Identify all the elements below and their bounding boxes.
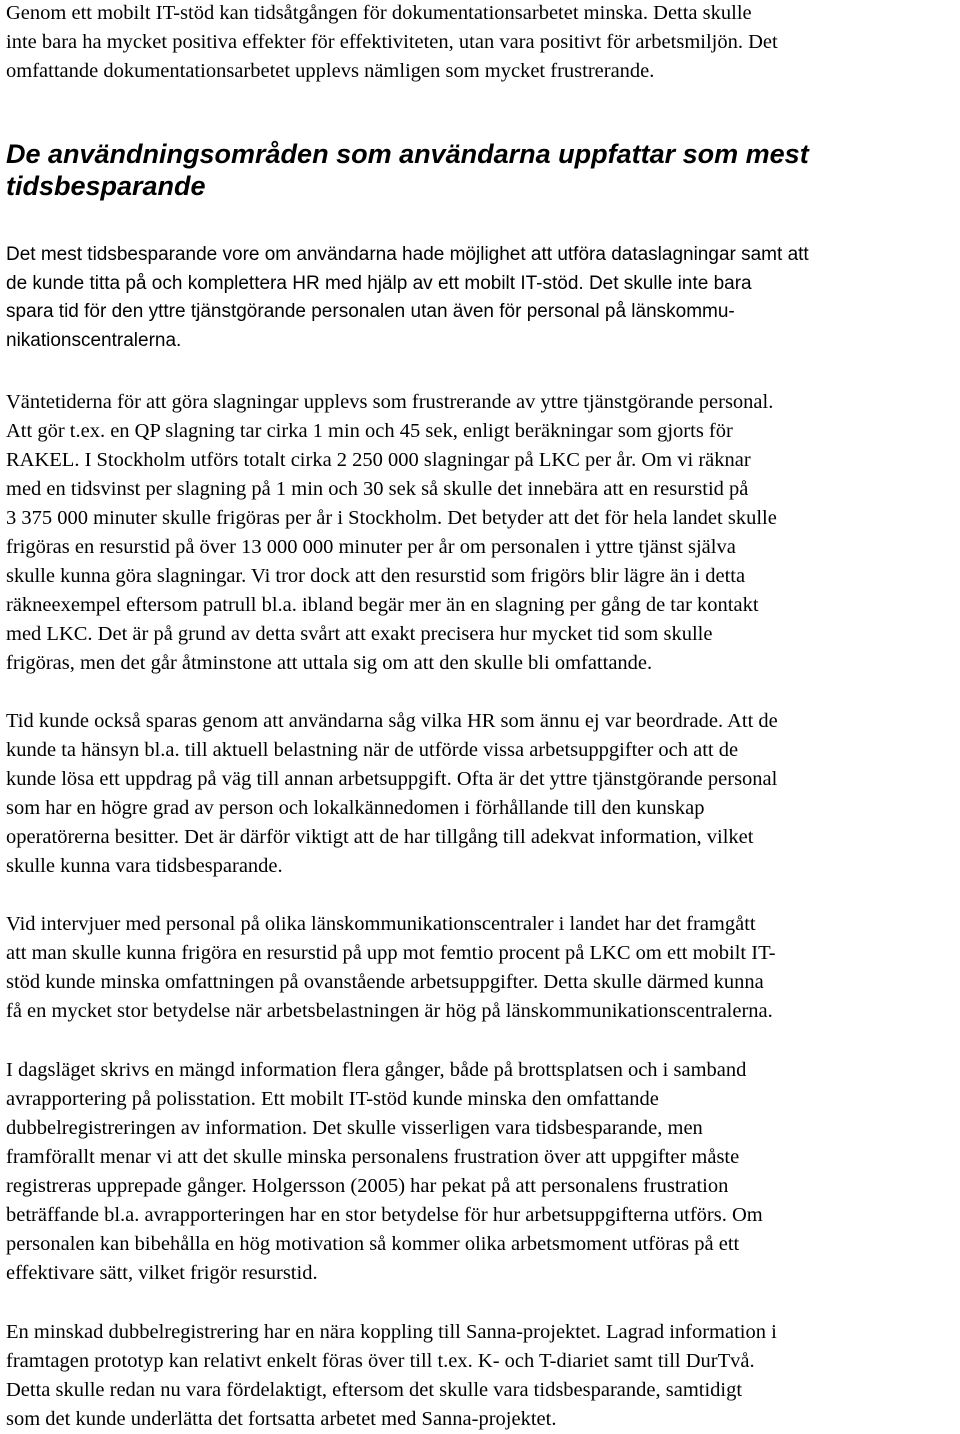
- text-line: de kunde titta på och komplettera HR med hjälp av ett mobilt IT-stöd. Det skulle inte bara: [6, 272, 752, 294]
- text-line: skulle kunna vara tidsbesparande.: [6, 855, 283, 877]
- body-paragraph: [6, 910, 776, 1026]
- text-line: En minskad dubbelregistrering har en nära koppling till Sanna-projektet. Lagrad information i: [6, 1321, 777, 1343]
- text-line: med LKC. Det är på grund av detta svårt att exakt precisera hur mycket tid som skulle: [6, 623, 713, 645]
- text-line: avrapportering på polisstation. Ett mobilt IT-stöd kunde minska den omfattande: [6, 1088, 659, 1110]
- text-line: kunde ta hänsyn bl.a. till aktuell belastning när de utförde vissa arbetsuppgifter och att de: [6, 739, 739, 761]
- text-line: som har en högre grad av person och lokalkännedomen i förhållande till den kunskap: [6, 797, 705, 819]
- text-line: operatörerna besitter. Det är därför viktigt att de har tillgång till adekvat information, vilket: [6, 826, 754, 848]
- text-line: omfattande dokumentationsarbetet upplevs nämligen som mycket frustrerande.: [6, 60, 655, 82]
- text-line: Genom ett mobilt IT-stöd kan tidsåtgången för dokumentationsarbetet minska. Detta skulle: [6, 2, 752, 24]
- body-paragraph: [6, 1318, 777, 1434]
- text-line: Väntetiderna för att göra slagningar upplevs som frustrerande av yttre tjänstgörande personal.: [6, 391, 774, 413]
- text-line: registreras upprepade gånger. Holgersson (2005) har pekat på att personalens frustration: [6, 1175, 729, 1197]
- text-line: skulle kunna göra slagningar. Vi tror dock att den resurstid som frigörs blir lägre än i detta: [6, 565, 746, 587]
- body-paragraph: [6, 1056, 763, 1288]
- text-line: som det kunde underlätta det fortsatta arbetet med Sanna-projektet.: [6, 1408, 557, 1430]
- text-line: Det mest tidsbesparande vore om användarna hade möjlighet att utföra dataslagningar samt att: [6, 244, 809, 265]
- text-line: att man skulle kunna frigöra en resurstid på upp mot femtio procent på LKC om ett mobilt IT-: [6, 942, 776, 964]
- text-line: stöd kunde minska omfattningen på ovanstående arbetsuppgifter. Detta skulle därmed kunna: [6, 971, 764, 993]
- text-line: Att gör t.ex. en QP slagning tar cirka 1 min och 45 sek, enligt beräkningar som gjorts för: [6, 420, 733, 442]
- heading-line: tidsbesparande: [6, 171, 206, 201]
- text-line: framtagen prototyp kan relativt enkelt föras över till t.ex. K- och T-diariet samt till DurTvå.: [6, 1350, 755, 1372]
- text-line: RAKEL. I Stockholm utförs totalt cirka 2 250 000 slagningar på LKC per år. Om vi räknar: [6, 449, 751, 471]
- section-heading: [6, 138, 809, 202]
- text-line: få en mycket stor betydelse när arbetsbelastningen är hög på länskommunikationscentralerna.: [6, 1000, 773, 1022]
- text-line: frigöras en resurstid på över 13 000 000 minuter per år om personalen i yttre tjänst själva: [6, 536, 736, 558]
- text-line: med en tidsvinst per slagning på 1 min och 30 sek så skulle det innebära att en resurstid på: [6, 478, 749, 500]
- intro-paragraph: [6, 0, 778, 86]
- text-line: frigöras, men det går åtminstone att uttala sig om att den skulle bli omfattande.: [6, 652, 653, 674]
- text-line: spara tid för den yttre tjänstgörande personalen utan även för personal på länskommu-: [6, 301, 735, 322]
- text-line: kunde lösa ett uppdrag på väg till annan arbetsuppgift. Ofta är det yttre tjänstgörande personal: [6, 768, 778, 790]
- text-line: Tid kunde också sparas genom att användarna såg vilka HR som ännu ej var beordrade. Att de: [6, 710, 778, 732]
- text-line: Vid intervjuer med personal på olika länskommunikationscentraler i landet har det framgått: [6, 913, 756, 935]
- text-line: beträffande bl.a. avrapporteringen har en stor betydelse för hur arbetsuppgifterna utförs. Om: [6, 1204, 763, 1226]
- text-line: räkneexempel eftersom patrull bl.a. ibland begär mer än en slagning per gång de tar kontakt: [6, 594, 759, 616]
- text-line: personalen kan bibehålla en hög motivation så kommer olika arbetsmoment utföras på ett: [6, 1233, 740, 1255]
- body-paragraph: [6, 388, 777, 678]
- section-intro-paragraph: [6, 241, 809, 355]
- body-paragraph: [6, 707, 778, 881]
- heading-line: De användningsområden som användarna uppfattar som mest: [6, 139, 809, 169]
- text-line: I dagsläget skrivs en mängd information flera gånger, både på brottsplatsen och i samband: [6, 1059, 747, 1081]
- text-line: framförallt menar vi att det skulle minska personalens frustration över att uppgifter måste: [6, 1146, 740, 1168]
- text-line: inte bara ha mycket positiva effekter för effektiviteten, utan vara positivt för arbetsmiljön. Det: [6, 31, 778, 53]
- text-line: effektivare sätt, vilket frigör resurstid.: [6, 1262, 318, 1284]
- text-line: dubbelregistreringen av information. Det skulle visserligen vara tidsbesparande, men: [6, 1117, 703, 1139]
- text-line: Detta skulle redan nu vara fördelaktigt, eftersom det skulle vara tidsbesparande, samtidigt: [6, 1379, 743, 1401]
- text-line: nikationscentralerna.: [6, 329, 182, 351]
- text-line: 3 375 000 minuter skulle frigöras per år i Stockholm. Det betyder att det för hela landet skulle: [6, 507, 777, 529]
